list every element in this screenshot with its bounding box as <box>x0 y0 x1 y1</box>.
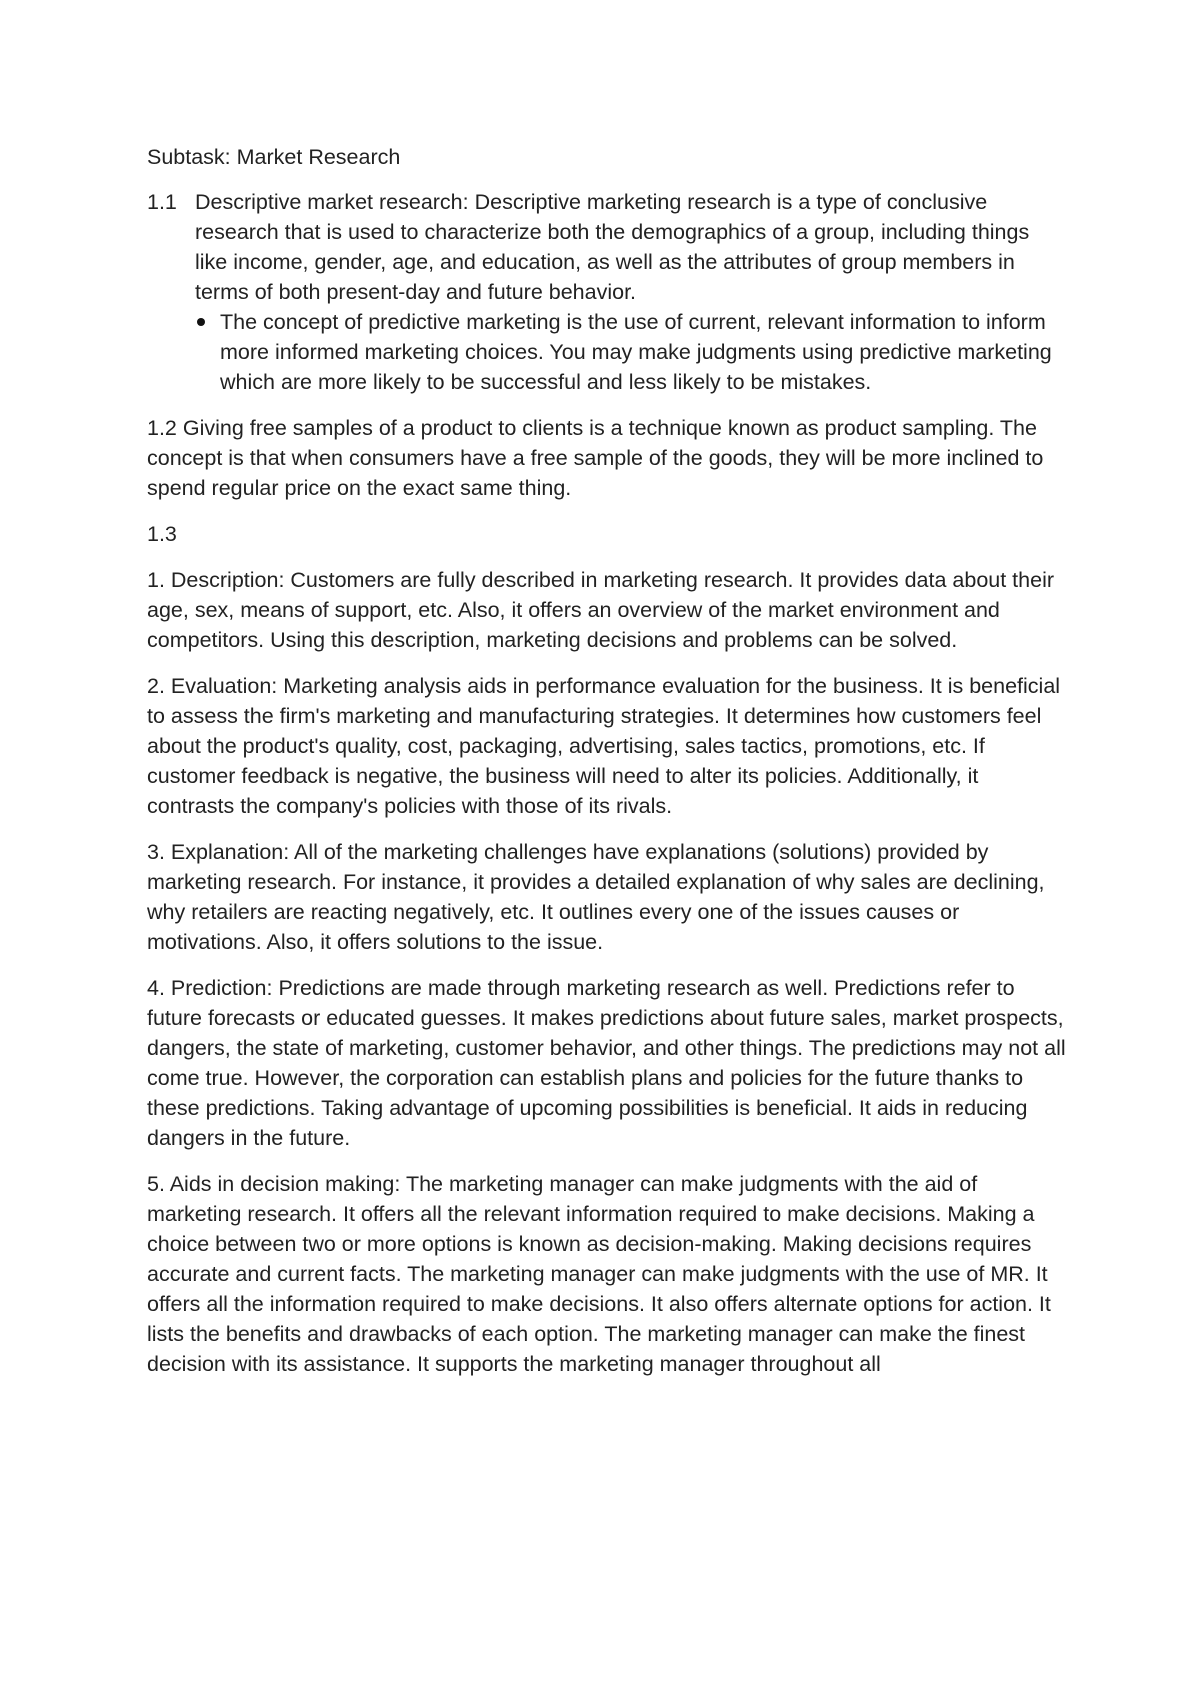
bullet-text: The concept of predictive marketing is the use of current, relevant information to inform more informed marketing choices. You may make judgments using predictive marketing which are more likely to be successful and less likely to be mistakes. <box>220 310 1052 394</box>
bullet-item <box>195 307 1067 397</box>
section-1-1 <box>147 187 1067 307</box>
document-page <box>147 142 1067 1395</box>
point-explanation-paragraph: 3. Explanation: All of the marketing challenges have explanations (solutions) provided by marketing research. For instance, it provides a detailed explanation of why sales are declining, why retailers are reacting negatively, etc. It outlines every one of the issues causes or motivations. Also, it offers solutions to the issue. <box>147 840 1045 954</box>
point-description-paragraph: 1. Description: Customers are fully described in marketing research. It provides data about their age, sex, means of support, etc. Also, it offers an overview of the market environment and competitors. Using this description, marketing decisions and problems can be solved. <box>147 568 1055 652</box>
point-evaluation-paragraph: 2. Evaluation: Marketing analysis aids in performance evaluation for the business. It is beneficial to assess the firm's marketing and manufacturing strategies. It determines how customers feel about the product's quality, cost, packaging, advertising, sales tactics, promotions, etc. If customer feedback is negative, the business will need to alter its policies. Additionally, it contrasts the company's policies with those of its rivals. <box>147 674 1061 818</box>
bullet-dot-icon <box>195 307 220 397</box>
point-decision-making-paragraph: 5. Aids in decision making: The marketing manager can make judgments with the aid of marketing research. It offers all the relevant information required to make decisions. Making a choice between two or more options is known as decision-making. Making decisions requires accurate and current facts. The marketing manager can make judgments with the use of MR. It offers all the information required to make decisions. It also offers alternate options for action. It lists the benefits and drawbacks of each option. The marketing manager can make the finest decision with its assistance. It supports the marketing manager throughout all <box>147 1172 1051 1376</box>
section-1-1-number: 1.1 <box>147 190 177 214</box>
section-1-1-text: Descriptive market research: Descriptive marketing research is a type of conclusive research that is used to characterize both the demographics of a group, including things like income, gender, age, and education, as well as the attributes of group members in terms of both present-day and future behavior. <box>195 190 1030 304</box>
page-title: Subtask: Market Research <box>147 145 401 169</box>
section-1-3-heading: 1.3 <box>147 522 177 546</box>
point-prediction-paragraph: 4. Prediction: Predictions are made through marketing research as well. Predictions refer to future forecasts or educated guesses. It makes predictions about future sales, market prospects, dangers, the state of marketing, customer behavior, and other things. The predictions may not all come true. However, the corporation can establish plans and policies for the future thanks to these predictions. Taking advantage of upcoming possibilities is beneficial. It aids in reducing dangers in the future. <box>147 976 1066 1150</box>
section-1-2-paragraph: 1.2 Giving free samples of a product to clients is a technique known as product sampling. The concept is that when consumers have a free sample of the goods, they will be more inclined to spend regular price on the exact same thing. <box>147 416 1044 500</box>
section-1-1-bullet-list <box>195 307 1067 397</box>
